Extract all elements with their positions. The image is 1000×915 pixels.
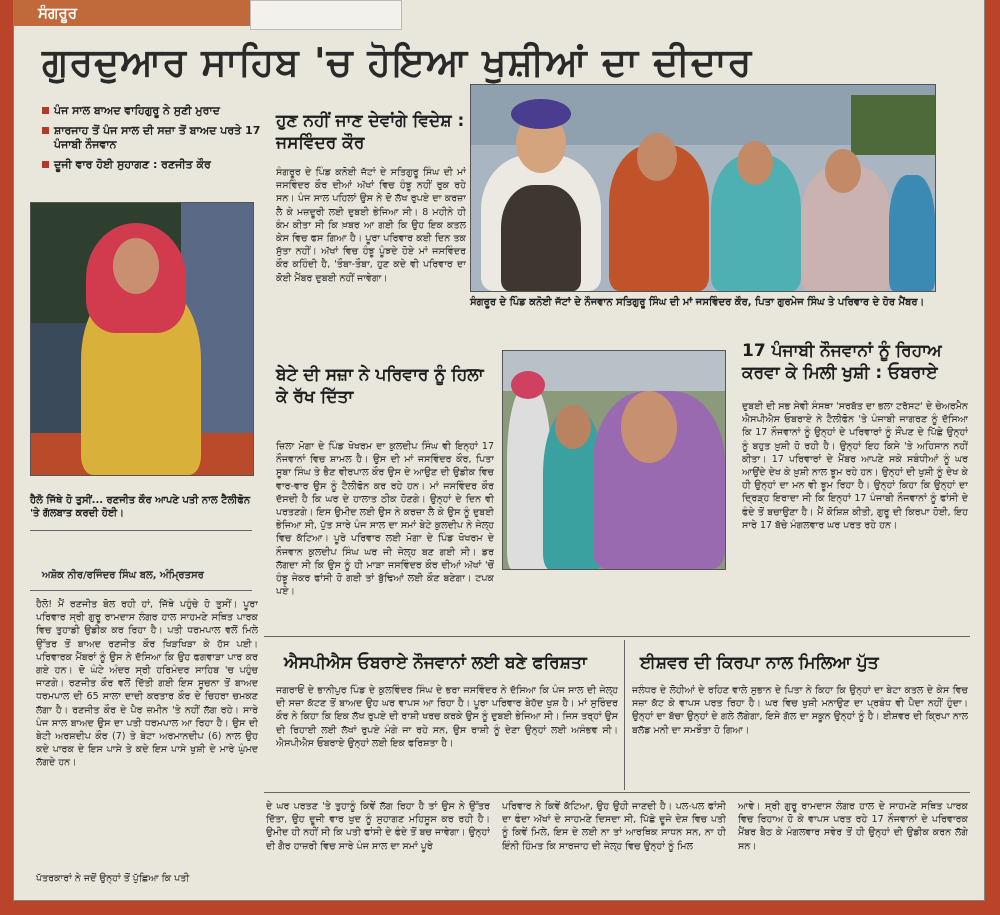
bottom-col3: ਪਰਿਵਾਰ ਨੇ ਕਿਵੇਂ ਕੱਟਿਆ, ਉਹ ਉਹੀ ਜਾਣਦੀ ਹੈ। ਪਲ-ਪਲ ਫਾਂਸੀ ਦਾ ਫੰਦਾ ਅੱਖਾਂ ਦੇ ਸਾਹਮਣੇ ਦਿਸਦਾ ਸੀ, ਪਿੱਛੇ ਦੂਜੇ ਦੇਸ਼ ਵਿਚ ਪਤੀ ਨੂੰ ਕਿਵੇਂ ਮਿਲੇ, ਇਸ ਦੇ ਲਈ ਨਾ ਤਾਂ ਆਰਥਿਕ ਸਾਧਨ ਸਨ, ਨਾ ਹੀ ਇੰਨੀ ਹਿੰਮਤ ਕਿ ਸਾਰਜਾਹ ਦੀ ਜੇਲ੍ਹ ਵਿਚ ਉਨ੍ਹਾਂ ਨੂੰ ਮਿਲ — [502, 801, 726, 852]
photo1-caption: ਹੈਲੋ ਜਿੱਥੇ ਹੋ ਤੁਸੀਂ... ਰਣਜੀਤ ਕੌਰ ਆਪਣੇ ਪਤੀ ਨਾਲ ਟੈਲੀਫੋਨ 'ਤੇ ਗੱਲਬਾਤ ਕਰਦੀ ਹੋਈ। — [30, 495, 251, 519]
section-strip: ਸੰਗਰੂਰ — [14, 0, 250, 26]
byline: ਅਸ਼ੋਕ ਨੀਰ/ਰਜਿੰਦਰ ਸਿੰਘ ਬਲ, ਅੰਮ੍ਰਿਤਸਰ — [42, 570, 204, 581]
photo2-caption: ਸੰਗਰੂਰ ਦੇ ਪਿੰਡ ਕਨੋਈ ਜੱਟਾਂ ਦੇ ਨੌਜਵਾਨ ਸਤਿਗੁਰੂ ਸਿੰਘ ਦੀ ਮਾਂ ਜਸਵਿੰਦਰ ਕੌਰ, ਪਿਤਾ ਗੁਰਮੇਜ ਸਿੰਘ ਤੇ ਪਰਿਵਾਰ ਦੇ ਹੋਰ ਮੈਂਬਰ। — [470, 297, 925, 308]
highlights-list — [42, 104, 272, 178]
story3-title: ਬੇਟੇ ਦੀ ਸਜ਼ਾ ਨੇ ਪਰਿਵਾਰ ਨੂੰ ਹਿਲਾ ਕੇ ਰੱਖ ਦਿੱਤਾ — [276, 365, 484, 407]
bottom-col2: ਦੇ ਘਰ ਪਰਤਣ 'ਤੇ ਤੁਹਾਨੂੰ ਕਿਵੇਂ ਲੱਗ ਰਿਹਾ ਹੈ ਤਾਂ ਉਸ ਨੇ ਉੱਤਰ ਦਿੱਤਾ, ਉਹ ਦੂਜੀ ਵਾਰ ਖੁਦ ਨੂੰ ਸੁਹਾਗਣ ਮਹਿਸੂਸ ਕਰ ਰਹੀ ਹੈ। ਉਮੀਦ ਹੀ ਨਹੀਂ ਸੀ ਕਿ ਪਤੀ ਫਾਂਸੀ ਦੇ ਫੰਦੇ ਤੋਂ ਬਚ ਜਾਵੇਗਾ। ਉਨ੍ਹਾਂ ਦੀ ਗੈਰ ਹਾਜ਼ਰੀ ਵਿਚ ਸਾਰੇ ਪੰਜ ਸਾਲ ਦਾ ਸਮਾਂ ਪੂਰੇ — [266, 801, 490, 852]
highlight-item: ਸ਼ਾਰਜਾਹ ਤੋਂ ਪੰਜ ਸਾਲ ਦੀ ਸਜ਼ਾ ਤੋਂ ਬਾਅਦ ਪਰਤੇ 17 ਪੰਜਾਬੀ ਨੌਜਵਾਨ — [42, 124, 272, 152]
paper-sticker — [250, 0, 402, 30]
story2-body: ਸੰਗਰੂਰ ਦੇ ਪਿੰਡ ਕਨੋਈ ਜੱਟਾਂ ਦੇ ਸਤਿਗੁਰੂ ਸਿੰਘ ਦੀ ਮਾਂ ਜਸਵਿੰਦਰ ਕੌਰ ਦੀਆਂ ਅੱਖਾਂ ਵਿਚ ਹੰਝੂ ਨਹੀਂ ਰੁਕ ਰਹੇ ਸਨ। ਪੰਜ ਸਾਲ ਪਹਿਲਾਂ ਉਸ ਨੇ ਦੋ ਲੱਖ ਰੁਪਏ ਦਾ ਕਰਜ਼ਾ ਲੈ ਕੇ ਮਜ਼ਦੂਰੀ ਲਈ ਦੁਬਈ ਭੇਜਿਆ ਸੀ। 8 ਮਹੀਨੇ ਹੀ ਕੰਮ ਕੀਤਾ ਸੀ ਕਿ ਖ਼ਬਰ ਆ ਗਈ ਕਿ ਉਹ ਇਕ ਕਤਲ ਕੇਸ ਵਿਚ ਫਸ ਗਿਆ ਹੈ। ਪੂਰਾ ਪਰਿਵਾਰ ਕਈ ਦਿਨ ਤਕ ਸੁੱਤਾ ਨਹੀਂ। ਅੱਖਾਂ ਵਿਚ ਹੰਝੂ ਪੂੰਝਦੇ ਹੋਏ ਮਾਂ ਜਸਵਿੰਦਰ ਕੌਰ ਕਹਿੰਦੀ ਹੈ, 'ਤੌਬਾ-ਤੌਬਾ, ਹੁਣ ਕਦੇ ਵੀ ਪਰਿਵਾਰ ਦਾ ਕੋਈ ਮੈਂਬਰ ਦੁਬਈ ਨਹੀਂ ਜਾਵੇਗਾ। — [276, 167, 466, 284]
story5-body: ਜਗਰਾਓਂ ਦੇ ਭਾਨੀਪੁਰ ਪਿੰਡ ਦੇ ਕੁਲਵਿੰਦਰ ਸਿੰਘ ਦੇ ਭਰਾ ਜਸਵਿੰਦਰ ਨੇ ਦੱਸਿਆ ਕਿ ਪੰਜ ਸਾਲ ਦੀ ਜੇਲ੍ਹ ਦੀ ਸਜ਼ਾ ਕੱਟਣ ਤੋਂ ਬਾਅਦ ਉਹ ਘਰ ਵਾਪਸ ਆ ਰਿਹਾ ਹੈ। ਪੂਰਾ ਪਰਿਵਾਰ ਬੇਹੱਦ ਖੁਸ਼ ਹੈ। ਮਾਂ ਸੁਰਿੰਦਰ ਕੌਰ ਨੇ ਕਿਹਾ ਕਿ ਇਕ ਲੱਖ ਰੁਪਏ ਦੀ ਰਾਸ਼ੀ ਖਰਚ ਕਰਕੇ ਉਸ ਨੂੰ ਦੁਬਈ ਭੇਜਿਆ ਸੀ। ਜਿਸ ਤਰ੍ਹਾਂ ਉਸ ਦੀ ਰਿਹਾਈ ਲਈ ਲੱਖਾਂ ਰੁਪਏ ਮੰਗੇ ਜਾ ਰਹੇ ਸਨ, ਉਸ ਰਾਸ਼ੀ ਨੂੰ ਦੇਣਾ ਉਨ੍ਹਾਂ ਲਈ ਅਸੰਭਵ ਸੀ। ਐਸਪੀਐਸ ਓਬਰਾਏ ਉਨ੍ਹਾਂ ਲਈ ਇਕ ਫਰਿਸ਼ਤਾ ਹੈ। — [276, 685, 618, 749]
photo-mother-praying — [502, 350, 726, 570]
photo-ranjit-kaur — [30, 202, 254, 476]
highlight-item: ਦੂਜੀ ਵਾਰ ਹੋਈ ਸੁਹਾਗਣ : ਰਣਜੀਤ ਕੌਰ — [42, 158, 272, 172]
story3-body: ਜ਼ਿਲਾ ਮੋਗਾ ਦੇ ਪਿੰਡ ਖੋਖਰਮ ਦਾ ਕੁਲਦੀਪ ਸਿੰਘ ਵੀ ਇਨ੍ਹਾਂ 17 ਨੌਜਵਾਨਾਂ ਵਿਚ ਸ਼ਾਮਲ ਹੈ। ਉਸ ਦੀ ਮਾਂ ਜਸਵਿੰਦਰ ਕੌਰ, ਪਿਤਾ ਸੂਬਾ ਸਿੰਘ ਤੇ ਭੈਣ ਵੀਰਪਾਲ ਕੌਰ ਉਸ ਦੇ ਆਉਣ ਦੀ ਉਡੀਕ ਵਿਚ ਵਾਰ-ਵਾਰ ਉਸ ਨੂੰ ਟੈਲੀਫੋਨ ਕਰ ਰਹੇ ਹਨ। ਮਾਂ ਜਸਵਿੰਦਰ ਕੌਰ ਦੱਸਦੀ ਹੈ ਕਿ ਘਰ ਦੇ ਹਾਲਾਤ ਠੀਕ ਹੋਣਗੇ। ਉਨ੍ਹਾਂ ਦੇ ਦਿਨ ਵੀ ਪਰਤਣਗੇ। ਇਸ ਉਮੀਦ ਲਈ ਉਸ ਨੇ ਕਰਜ਼ਾ ਲੈ ਕੇ ਉਸ ਨੂੰ ਦੁਬਈ ਭੇਜਿਆ ਸੀ, ਪੁੱਤ ਸਾਰੇ ਪੰਜ ਸਾਲ ਦਾ ਸਮਾਂ ਬੇਟੇ ਕੁਲਦੀਪ ਨੇ ਜੇਲ੍ਹ ਵਿਚ ਕੱਟਿਆ। ਪੂਰੇ ਪਰਿਵਾਰ ਲਈ ਮੋਗਾ ਦੇ ਪਿੰਡ ਖੋਖਰਮ ਦੇ ਨੌਜਵਾਨ ਕੁਲਦੀਪ ਸਿੰਘ ਘਰ ਜੀ ਜੇਲ੍ਹ ਬਣ ਗਈ ਸੀ। ਡਰ ਲੱਗਦਾ ਸੀ ਕਿ ਉਸ ਨੂੰ ਹੀ ਮਾੜਾ ਜਸਵਿੰਦਰ ਕੌਰ ਦੀਆਂ ਅੱਖਾਂ 'ਚੋਂ ਹੰਝੂ ਜੇਕਰ ਫਾਂਸੀ ਹੋ ਗਈ ਤਾਂ ਬੁੱਢਿਆਂ ਲਈ ਕੌਣ ਬਣੇਗਾ। ਟਪਕ ਪਏ। — [276, 441, 494, 598]
story6-body: ਜਲੰਧਰ ਦੇ ਲੋਹੀਆਂ ਦੇ ਰਹਿਣ ਵਾਲੇ ਸੁਭਾਨ ਦੇ ਪਿਤਾ ਨੇ ਕਿਹਾ ਕਿ ਉਨ੍ਹਾਂ ਦਾ ਬੇਟਾ ਕਤਲ ਦੇ ਕੇਸ ਵਿਚ ਸਜ਼ਾ ਕੱਟ ਕੇ ਵਾਪਸ ਪਰਤ ਰਿਹਾ ਹੈ। ਘਰ ਵਿਚ ਖੁਸ਼ੀ ਮਨਾਉਣ ਦਾ ਪ੍ਰਬੰਧ ਵੀ ਪੈਦਾ ਨਹੀਂ ਹੁੰਦਾ। ਉਨ੍ਹਾਂ ਦਾ ਬੱਚਾ ਉਨ੍ਹਾਂ ਦੇ ਗਲੇ ਲੱਗੇਗਾ, ਇਸੇ ਗੱਲ ਦਾ ਸਕੂਨ ਉਨ੍ਹਾਂ ਨੂੰ ਹੈ। ਈਸ਼ਵਰ ਦੀ ਕ੍ਰਿਪਾ ਨਾਲ ਬਲੱਡ ਮਨੀ ਦਾ ਸਮਝੌਤਾ ਹੋ ਗਿਆ। — [632, 685, 968, 736]
story4-body: ਦੁਬਈ ਦੀ ਸਭ ਸੇਵੀ ਸੰਸਥਾ 'ਸਰਬੱਤ ਦਾ ਭਲਾ ਟਰੱਸਟ' ਦੇ ਚੇਅਰਮੈਨ ਐਸਪੀਐਸ ਓਬਰਾਏ ਨੇ ਟੈਲੀਫੋਨ 'ਤੇ ਪੰਜਾਬੀ ਜਾਗਰਣ ਨੂੰ ਦੱਸਿਆ ਕਿ 17 ਨੌਜਵਾਨਾਂ ਨੂੰ ਉਨ੍ਹਾਂ ਦੇ ਪਰਿਵਾਰਾਂ ਨੂੰ ਸੌਂਪਣ ਦੇ ਪਿੱਛੇ ਉਨ੍ਹਾਂ ਨੂੰ ਬਹੁਤ ਖ਼ੁਸ਼ੀ ਹੋ ਰਹੀ ਹੈ। ਉਨ੍ਹਾਂ ਇਹ ਕਿਸੇ 'ਤੇ ਅਹਿਸਾਨ ਨਹੀਂ ਕੀਤਾ। 17 ਪਰਿਵਾਰਾਂ ਦੇ ਮੈਂਬਰ ਆਪਣੇ ਸਕੇ ਸਬੰਧੀਆਂ ਨੂੰ ਘਰ ਆਉਂਦੇ ਦੇਖ ਕੇ ਖ਼ੁਸ਼ੀ ਨਾਲ ਝੂਮ ਰਹੇ ਹਨ। ਉਨ੍ਹਾਂ ਦੀ ਖੁਸ਼ੀ ਨੂੰ ਦੇਖ ਕੇ ਹੀ ਉਨ੍ਹਾਂ ਦਾ ਮਨ ਵੀ ਝੂਮ ਰਿਹਾ ਹੈ। ਉਨ੍ਹਾਂ ਕਿਹਾ ਕਿ ਉਨ੍ਹਾਂ ਦਾ ਦ੍ਰਿੜ੍ਹ ਇਰਾਦਾ ਸੀ ਕਿ ਇਨ੍ਹਾਂ 17 ਪੰਜਾਬੀ ਨੌਜਵਾਨਾਂ ਨੂੰ ਫਾਂਸੀ ਦੇ ਫੰਦੇ ਤੋਂ ਬਚਾਉਣਾ ਹੈ। ਮੈਂ ਕੋਸ਼ਿਸ਼ ਕੀਤੀ, ਗੁਰੂ ਦੀ ਕਿਰਪਾ ਹੋਈ, ਇਹ ਸਾਰੇ 17 ਬੱਚੇ ਮੰਗਲਵਾਰ ਘਰ ਪਰਤ ਰਹੇ ਹਨ। — [742, 401, 968, 531]
bottom-col4: ਆਵੇ। ਸ੍ਰੀ ਗੁਰੂ ਰਾਮਦਾਸ ਲੰਗਰ ਹਾਲ ਦੇ ਸਾਹਮਣੇ ਸਥਿਤ ਪਾਰਕ ਵਿਚ ਰਿਹਾਅ ਹੋ ਕੇ ਵਾਪਸ ਪਰਤ ਰਹੇ 17 ਨੌਜਵਾਨਾਂ ਦੇ ਪਰਿਵਾਰਕ ਮੈਂਬਰ ਬੈਠ ਕੇ ਮੰਗਲਵਾਰ ਸਵੇਰ ਤੋਂ ਹੀ ਉਨ੍ਹਾਂ ਦੀ ਉਡੀਕ ਕਰਨ ਲੱਗੇ ਸਨ। — [738, 801, 968, 852]
photo-family-group — [470, 84, 936, 292]
story4-title: 17 ਪੰਜਾਬੀ ਨੌਜਵਾਨਾਂ ਨੂੰ ਰਿਹਾਅ ਕਰਵਾ ਕੇ ਮਿਲੀ ਖੁਸ਼ੀ : ਓਬਰਾਏ — [742, 341, 942, 383]
main-headline: ਗੁਰਦੁਆਰ ਸਾਹਿਬ 'ਚ ਹੋਇਆ ਖੁਸ਼ੀਆਂ ਦਾ ਦੀਦਾਰ — [42, 40, 753, 84]
highlight-item: ਪੰਜ ਸਾਲ ਬਾਅਦ ਵਾਹਿਗੁਰੂ ਨੇ ਸੁਣੀ ਮੁਰਾਦ — [42, 104, 272, 118]
col1-tail: ਪੱਤਰਕਾਰਾਂ ਨੇ ਜਦੋਂ ਉਨ੍ਹਾਂ ਤੋਂ ਪੁੱਛਿਆ ਕਿ ਪਤੀ — [36, 873, 190, 884]
newspaper-page — [14, 0, 984, 900]
story5-title: ਐਸਪੀਐਸ ਓਬਰਾਏ ਨੌਜਵਾਨਾਂ ਲਈ ਬਣੇ ਫਰਿਸ਼ਤਾ — [284, 653, 587, 673]
story6-title: ਈਸ਼ਵਰ ਦੀ ਕਿਰਪਾ ਨਾਲ ਮਿਲਿਆ ਪੁੱਤ — [640, 653, 879, 673]
story2-title: ਹੁਣ ਨਹੀਂ ਜਾਣ ਦੇਵਾਂਗੇ ਵਿਦੇਸ਼ : ਜਸਵਿੰਦਰ ਕੌਰ — [276, 111, 465, 153]
col1-body: ਹੈਲੋ! ਮੈਂ ਰਣਜੀਤ ਬੋਲ ਰਹੀ ਹਾਂ, ਜਿੱਥੇ ਪਹੁੰਚੇ ਹੋ ਤੁਸੀਂ। ਪੂਰਾ ਪਰਿਵਾਰ ਸ੍ਰੀ ਗੁਰੂ ਰਾਮਦਾਸ ਲੰਗਰ ਹਾਲ ਸਾਹਮਣੇ ਸਥਿਤ ਪਾਰਕ ਵਿਚ ਤੁਹਾਡੀ ਉਡੀਕ ਕਰ ਰਿਹਾ ਹੈ। ਪਤੀ ਧਰਮਪਾਲ ਵਲੋਂ ਮਿਲੇ ਉੱਤਰ ਤੋਂ ਬਾਅਦ ਰਣਜੀਤ ਕੌਰ ਖਿੜਖਿੜਾ ਕੇ ਹੱਸ ਪਈ। ਪਰਿਵਾਰਕ ਮੈਂਬਰਾਂ ਨੂੰ ਉਸ ਨੇ ਦੱਸਿਆ ਕਿ ਉਹ ਫਗਵਾੜਾ ਪਾਰ ਕਰ ਗਏ ਹਨ। ਦੋ ਘੰਟੇ ਅੰਦਰ ਸ੍ਰੀ ਹਰਿਮੰਦਰ ਸਾਹਿਬ 'ਚ ਪਹੁੰਚ ਜਾਣਗੇ। ਰਣਜੀਤ ਕੌਰ ਵਲੋਂ ਦਿੱਤੀ ਗਈ ਇਸ ਸੂਚਨਾ ਤੋਂ ਬਾਅਦ ਧਰਮਪਾਲ ਦੀ 65 ਸਾਲਾ ਦਾਦੀ ਕਰਤਾਰ ਕੌਰ ਦੇ ਚਿਹਰਾ ਚਮਕਣ ਲੱਗਾ ਹੈ। ਰਣਜੀਤ ਕੌਰ ਦੇ ਪੈਰ ਜ਼ਮੀਨ 'ਤੇ ਨਹੀਂ ਲੱਗ ਰਹੇ। ਸਾਰੇ ਪੰਜ ਸਾਲ ਬਾਅਦ ਉਸ ਦਾ ਪਤੀ ਧਰਮਪਾਲ ਆ ਰਿਹਾ ਹੈ। ਉਸ ਦੀ ਬੇਟੀ ਅਰਸ਼ਦੀਪ ਕੌਰ (7) ਤੇ ਬੇਟਾ ਅਰਮਾਨਦੀਪ (6) ਨਾਲ ਉਹ ਕਦੇ ਪਾਰਕ ਦੇ ਇਸ ਪਾਸੇ ਤੇ ਕਦੇ ਇਸ ਪਾਸੇ ਖੁਸ਼ੀ ਦੇ ਮਾਰੇ ਘੁੰਮਦ ਲੱਗਦੇ ਹਨ। — [36, 599, 258, 769]
